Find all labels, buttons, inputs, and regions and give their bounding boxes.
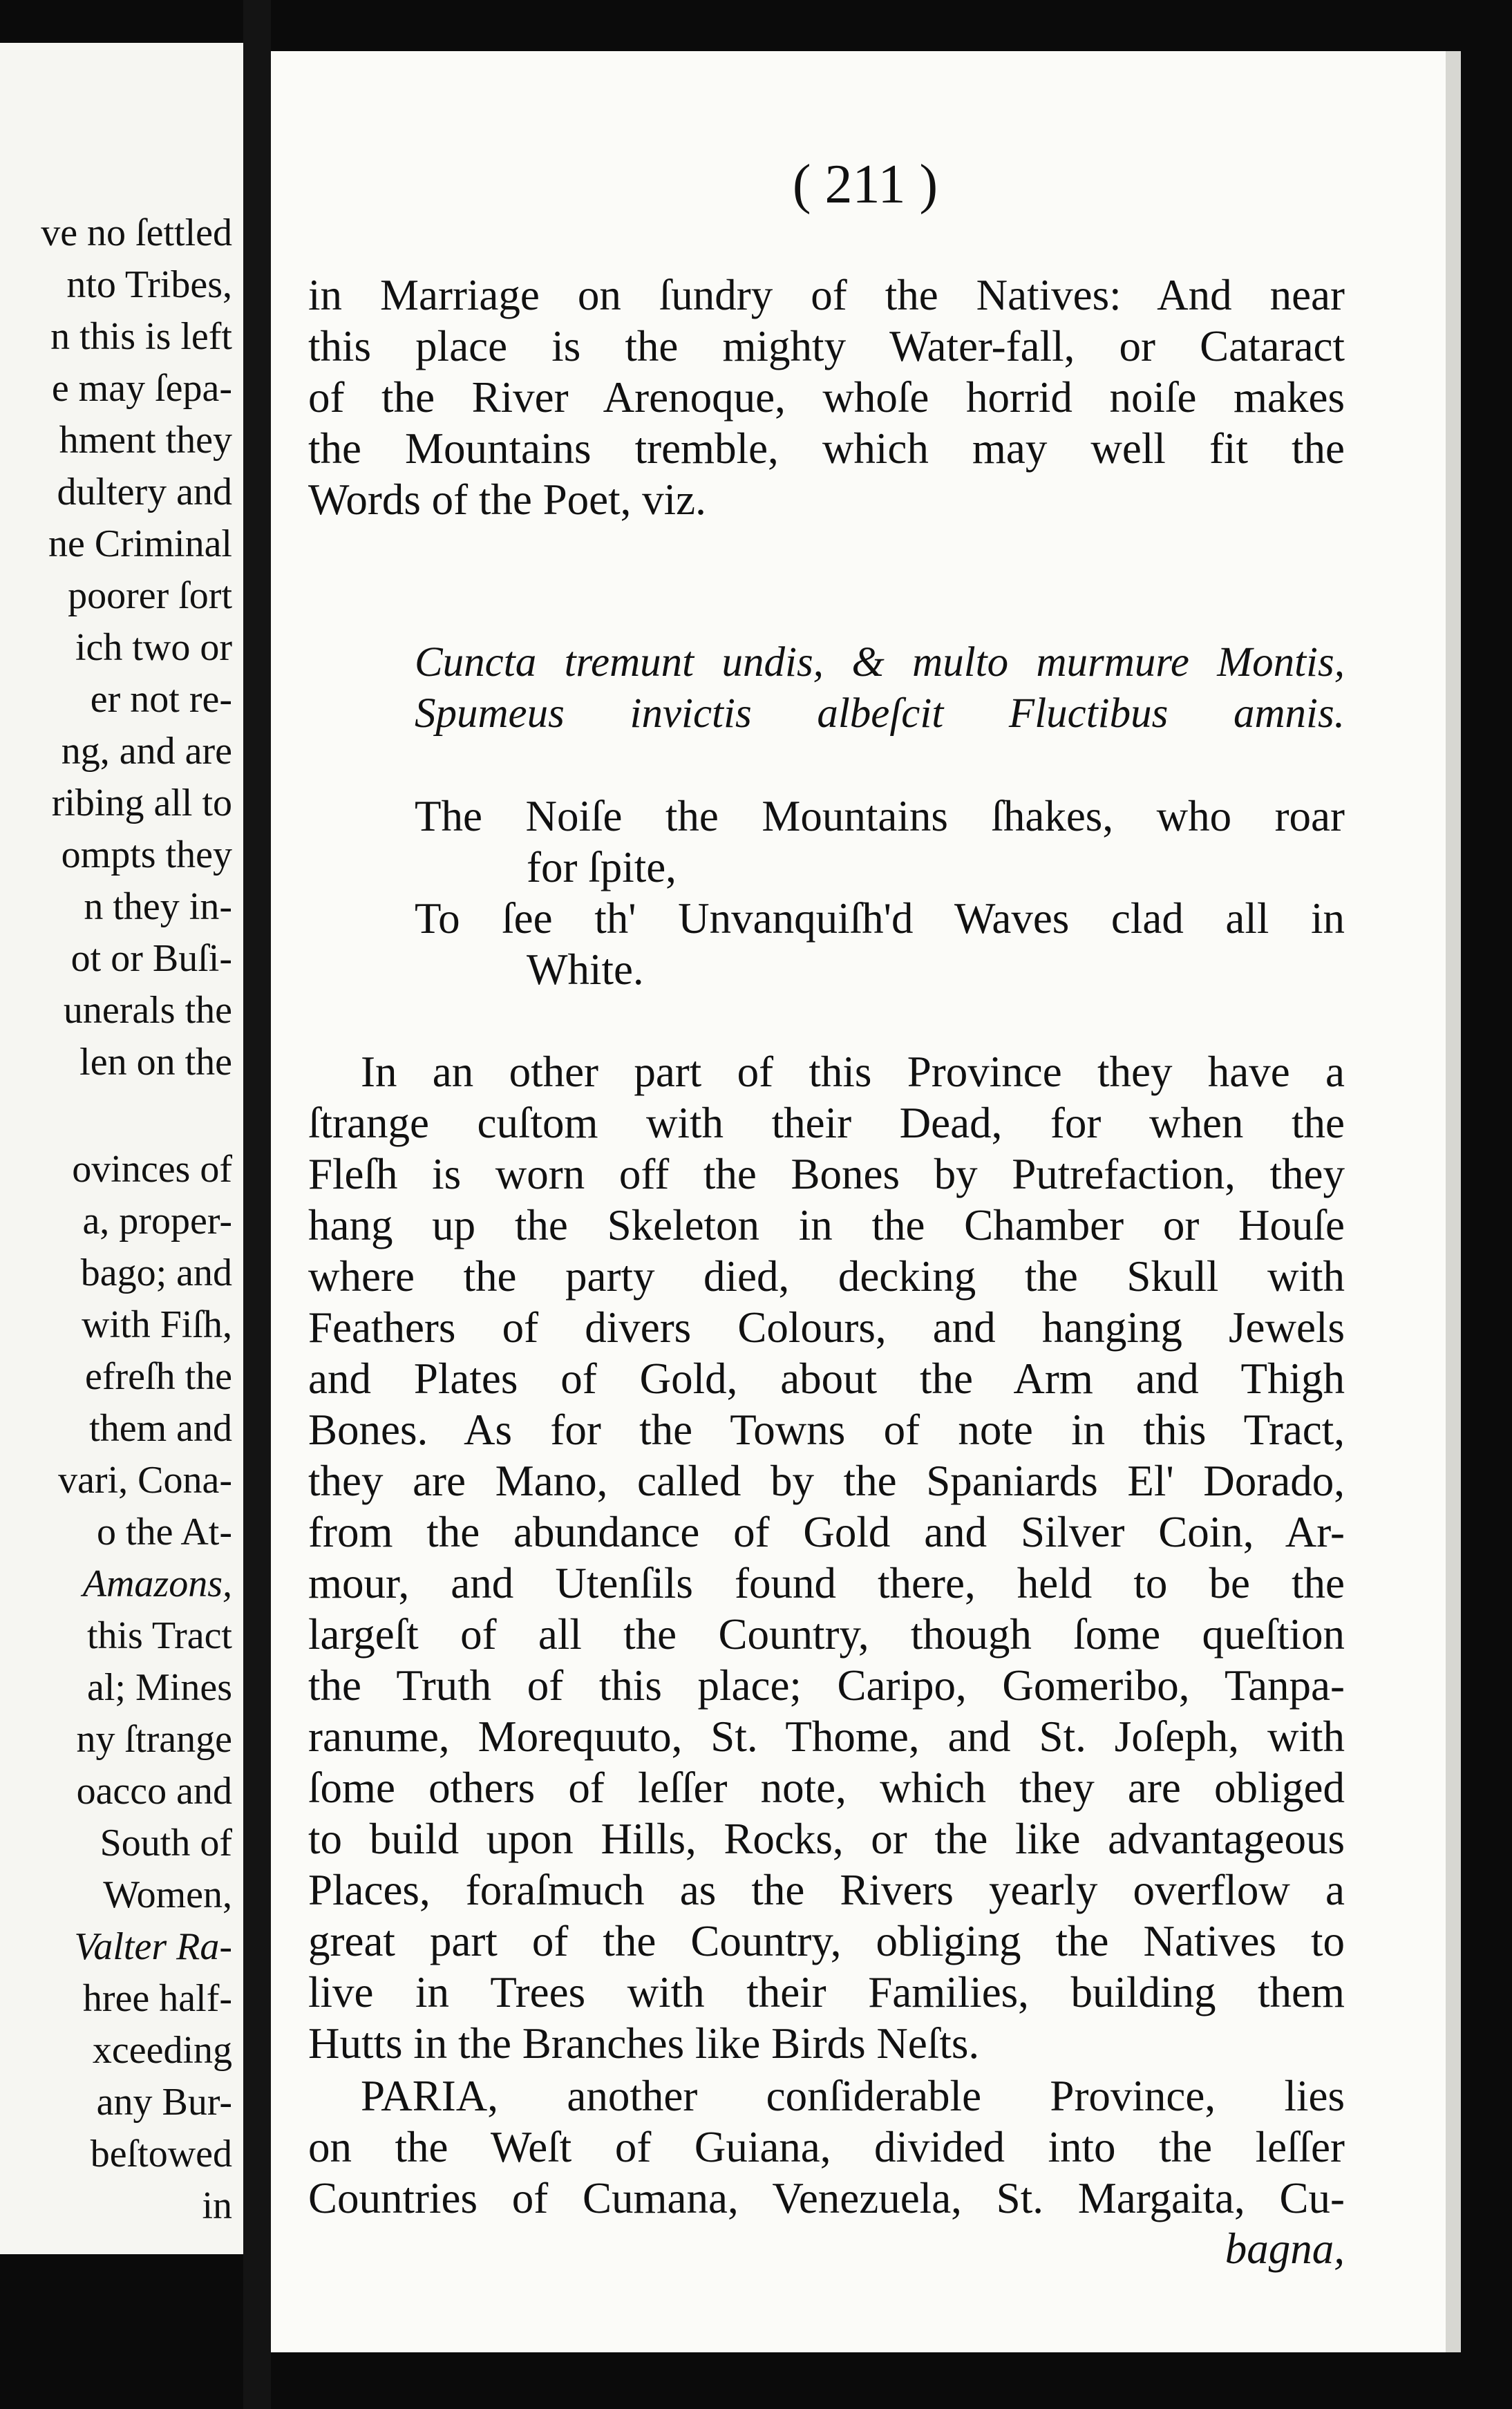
left-page-line: len on the xyxy=(79,1041,232,1084)
english-verse-line: To ſee th' Unvanquiſh'd Waves clad all in xyxy=(415,894,1345,943)
text-line: Countries of Cumana, Venezuela, St. Margaita, Cu- xyxy=(308,2174,1345,2222)
english-verse-line: The Noiſe the Mountains ſhakes, who roar xyxy=(415,792,1345,840)
left-page-line: dultery and xyxy=(57,471,232,513)
text-line: Feathers of divers Colours, and hanging Jewels xyxy=(308,1303,1345,1352)
catchword: bagna, xyxy=(1225,2224,1345,2273)
left-page-line: efreſh the xyxy=(85,1355,232,1398)
left-page-line: ovinces of xyxy=(72,1148,232,1191)
text-line: and Plates of Gold, about the Arm and Thigh xyxy=(308,1354,1345,1403)
text-line: from the abundance of Gold and Silver Coin, Ar- xyxy=(308,1508,1345,1556)
right-page xyxy=(271,51,1461,2352)
text-line: on the Weſt of Guiana, divided into the leſſer xyxy=(308,2123,1345,2171)
left-page-line: ompts they xyxy=(61,833,232,876)
text-line: Words of the Poet, viz. xyxy=(308,475,706,524)
text-line: Fleſh is worn off the Bones by Putrefaction, they xyxy=(308,1150,1345,1198)
text-line: PARIA, another conſiderable Province, lies xyxy=(361,2072,1345,2120)
text-line: this place is the mighty Water-fall, or Cataract xyxy=(308,322,1345,370)
latin-verse-line: Cuncta tremunt undis, & multo murmure Montis, xyxy=(415,639,1345,686)
left-page-line: South of xyxy=(100,1822,232,1864)
left-page-line: unerals the xyxy=(63,989,232,1032)
left-page-line: beſtowed xyxy=(90,2133,232,2175)
left-page-line: ve no ſettled xyxy=(41,211,232,254)
left-page-line: Valter Ra- xyxy=(74,1925,232,1968)
text-line: in Marriage on ſundry of the Natives: And near xyxy=(308,271,1345,319)
left-page-line: n this is left xyxy=(50,315,232,358)
left-page-line: ich two or xyxy=(75,626,232,669)
english-verse-line: for ſpite, xyxy=(527,843,677,891)
left-page-line: them and xyxy=(89,1407,232,1450)
left-page-line: poorer ſort xyxy=(68,574,232,617)
text-line: ſtrange cuſtom with their Dead, for when the xyxy=(308,1099,1345,1147)
left-page-line: hree half- xyxy=(82,1977,232,2020)
left-page-line: o the At- xyxy=(97,1511,232,1553)
left-page-line: n they in- xyxy=(84,885,232,928)
left-page-line: ny ſtrange xyxy=(76,1718,232,1761)
left-page-line: a, proper- xyxy=(82,1200,232,1243)
left-page-line: nto Tribes, xyxy=(66,263,232,306)
text-line: ſome others of leſſer note, which they are obliged xyxy=(308,1764,1345,1812)
left-page-line: ot or Buſi- xyxy=(70,937,232,980)
text-line: the Truth of this place; Caripo, Gomeribo, Tanpa- xyxy=(308,1661,1345,1710)
left-page xyxy=(0,43,246,2254)
text-line: mour, and Utenſils found there, held to be the xyxy=(308,1559,1345,1607)
text-line: live in Trees with their Families, building them xyxy=(308,1968,1345,2016)
text-line: great part of the Country, obliging the Natives to xyxy=(308,1917,1345,1965)
text-line: of the River Arenoque, whoſe horrid noiſe makes xyxy=(308,373,1345,422)
left-page-line: in xyxy=(202,2184,232,2227)
left-page-line: xceeding xyxy=(92,2029,232,2072)
left-page-line: vari, Cona- xyxy=(58,1459,232,1502)
text-line: the Mountains tremble, which may well fit the xyxy=(308,424,1345,473)
left-page-line: e may ſepa- xyxy=(51,367,232,410)
latin-verse-line: Spumeus invictis albeſcit Fluctibus amnis. xyxy=(415,690,1345,737)
text-line: Hutts in the Branches like Birds Neſts. xyxy=(308,2019,980,2068)
left-page-line: with Fiſh, xyxy=(82,1303,232,1346)
text-line: hang up the Skeleton in the Chamber or Houſe xyxy=(308,1201,1345,1249)
left-page-line: ne Criminal xyxy=(48,522,232,565)
left-page-line: ng, and are xyxy=(61,730,232,773)
text-line: Places, foraſmuch as the Rivers yearly overflow a xyxy=(308,1866,1345,1914)
left-page-line: er not re- xyxy=(90,678,232,721)
left-page-line: any Bur- xyxy=(96,2081,232,2124)
left-page-line: bago; and xyxy=(80,1251,232,1294)
left-page-line: al; Mines xyxy=(87,1666,232,1709)
text-line: they are Mano, called by the Spaniards El' Dorado, xyxy=(308,1457,1345,1505)
page-number: ( 211 ) xyxy=(792,154,938,215)
left-page-line: ribing all to xyxy=(51,782,232,824)
page-edge xyxy=(1446,51,1461,2352)
left-page-line: hment they xyxy=(59,419,232,462)
left-page-line: oacco and xyxy=(76,1770,232,1813)
left-page-line: this Tract xyxy=(86,1614,232,1657)
book-gutter xyxy=(243,0,271,2409)
left-page-line: Amazons, xyxy=(82,1562,232,1605)
text-line: where the party died, decking the Skull with xyxy=(308,1252,1345,1301)
text-line: ranume, Morequuto, St. Thome, and St. Joſeph, with xyxy=(308,1712,1345,1761)
text-line: largeſt of all the Country, though ſome queſtion xyxy=(308,1610,1345,1659)
left-page-line: Women, xyxy=(103,1873,232,1916)
english-verse-line: White. xyxy=(527,945,644,994)
text-line: In an other part of this Province they have a xyxy=(361,1048,1345,1096)
text-line: to build upon Hills, Rocks, or the like advantageous xyxy=(308,1815,1345,1863)
text-line: Bones. As for the Towns of note in this Tract, xyxy=(308,1406,1345,1454)
